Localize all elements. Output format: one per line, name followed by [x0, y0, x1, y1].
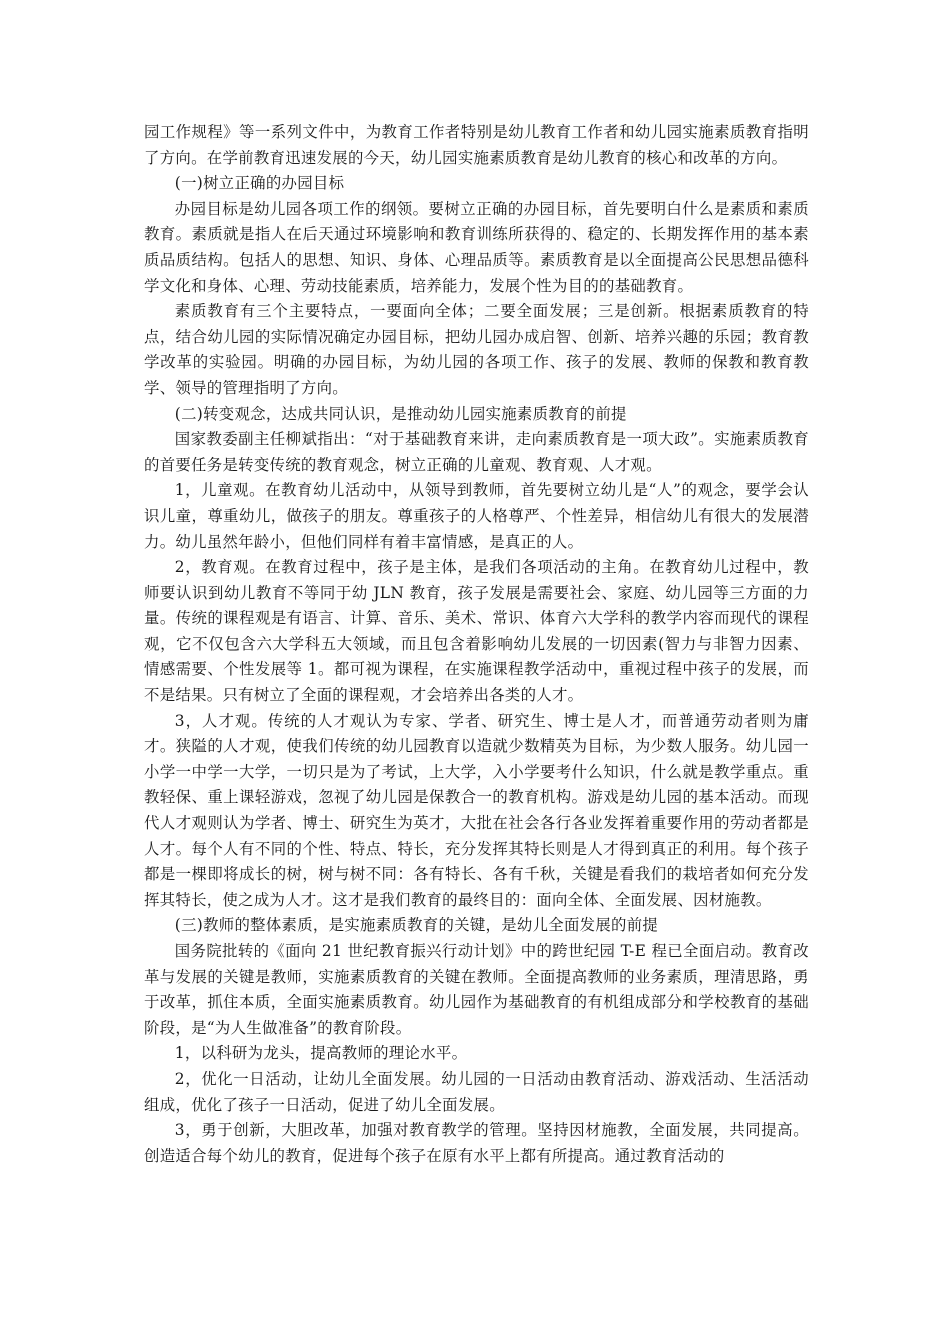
list-item: 1，以科研为龙头，提高教师的理论水平。: [174, 1044, 468, 1063]
list-item: 3，勇于创新，大胆改革，加强对教育教学的管理。坚持因材施教，全面发展，共同提高。创造适合每个幼儿的教育，促进每个孩子在原有水平上都有所提高。通过教育活动的: [144, 1121, 809, 1165]
paragraph: 办园目标是幼儿园各项工作的纲领。要树立正确的办园目标，首先要明白什么是素质和素质教育。素质就是指人在后天通过环境影响和教育训练所获得的、稳定的、长期发挥作用的基本素质品质结构。包括人的思想、知识、身体、心理品质等。素质教育是以全面提高公民思想品德科学文化和身体、心理、劳动技能素质，培养能力，发展个性为目的的基础教育。: [144, 199, 809, 295]
list-item: 2，教育观。在教育过程中，孩子是主体，是我们各项活动的主角。在教育幼儿过程中，教师要认识到幼儿教育不等同于幼 JLN 教育，孩子发展是需要社会、家庭、幼儿园等三方面的力量。传统的课程观是有语言、计算、音乐、美术、常识、体育六大学科的教学内容而现代的课程观，它不仅包含六大学科五大领域，而且包含着影响幼儿发展的一切因素(智力与非智力因素、情感需要、个性发展等 1。都可视为课程，在实施课程教学活动中，重视过程中孩子的发展，而不是结果。只有树立了全面的课程观，才会培养出各类的人才。: [144, 558, 809, 705]
list-item: 3，人才观。传统的人才观认为专家、学者、研究生、博士是人才，而普通劳动者则为庸才。狭隘的人才观，使我们传统的幼儿园教育以造就少数精英为目标，为少数人服务。幼儿园一小学一中学一大学，一切只是为了考试，上大学，入小学要考什么知识，什么就是教学重点。重教轻保、重上课轻游戏，忽视了幼儿园是保教合一的教育机构。游戏是幼儿园的基本活动。而现代人才观则认为学者、博士、研究生为英才，大批在社会各行各业发挥着重要作用的劳动者都是人才。每个人有不同的个性、特点、特长，充分发挥其特长则是人才得到真正的利用。每个孩子都是一棵即将成长的树，树与树不同：各有特长、各有千秋，关键是看我们的栽培者如何充分发挥其特长，使之成为人才。这才是我们教育的最终目的：面向全体、全面发展、因材施教。: [144, 711, 809, 909]
document-body: [144, 120, 809, 1169]
section-heading: (三)教师的整体素质，是实施素质教育的关键，是幼儿全面发展的前提: [174, 916, 659, 935]
section-heading: (一)树立正确的办园目标: [174, 174, 345, 193]
section-heading: (二)转变观念，达成共同认识，是推动幼儿园实施素质教育的前提: [174, 404, 627, 423]
paragraph: 国家教委副主任柳斌指出：“对于基础教育来讲，走向素质教育是一项大政”。实施素质教育的首要任务是转变传统的教育观念，树立正确的儿童观、教育观、人才观。: [144, 430, 809, 474]
list-item: 2，优化一日活动，让幼儿全面发展。幼儿园的一日活动由教育活动、游戏活动、生活活动组成，优化了孩子一日活动，促进了幼儿全面发展。: [144, 1069, 809, 1114]
paragraph: 国务院批转的《面向 21 世纪教育振兴行动计划》中的跨世纪园 T-E 程已全面启动。教育改革与发展的关键是教师，实施素质教育的关键在教师。全面提高教师的业务素质，理清思路，勇于改革，抓住本质，全面实施素质教育。幼儿园作为基础教育的有机组成部分和学校教育的基础阶段，是“为人生做准备”的教育阶段。: [144, 942, 809, 1037]
paragraph: 园工作规程》等一系列文件中，为教育工作者特别是幼儿教育工作者和幼儿园实施素质教育指明了方向。在学前教育迅速发展的今天，幼儿园实施素质教育是幼儿教育的核心和改革的方向。: [144, 123, 809, 167]
paragraph: 素质教育有三个主要特点，一要面向全体；二要全面发展；三是创新。根据素质教育的特点，结合幼儿园的实际情况确定办园目标，把幼儿园办成启智、创新、培养兴趣的乐园；教育教学改革的实验园。明确的办园目标，为幼儿园的各项工作、孩子的发展、教师的保教和教育教学、领导的管理指明了方向。: [144, 302, 809, 397]
list-item: 1，儿童观。在教育幼儿活动中，从领导到教师，首先要树立幼儿是“人”的观念，要学会认识儿童，尊重幼儿，做孩子的朋友。尊重孩子的人格尊严、个性差异，相信幼儿有很大的发展潜力。幼儿虽然年龄小，但他们同样有着丰富情感，是真正的人。: [144, 481, 809, 551]
